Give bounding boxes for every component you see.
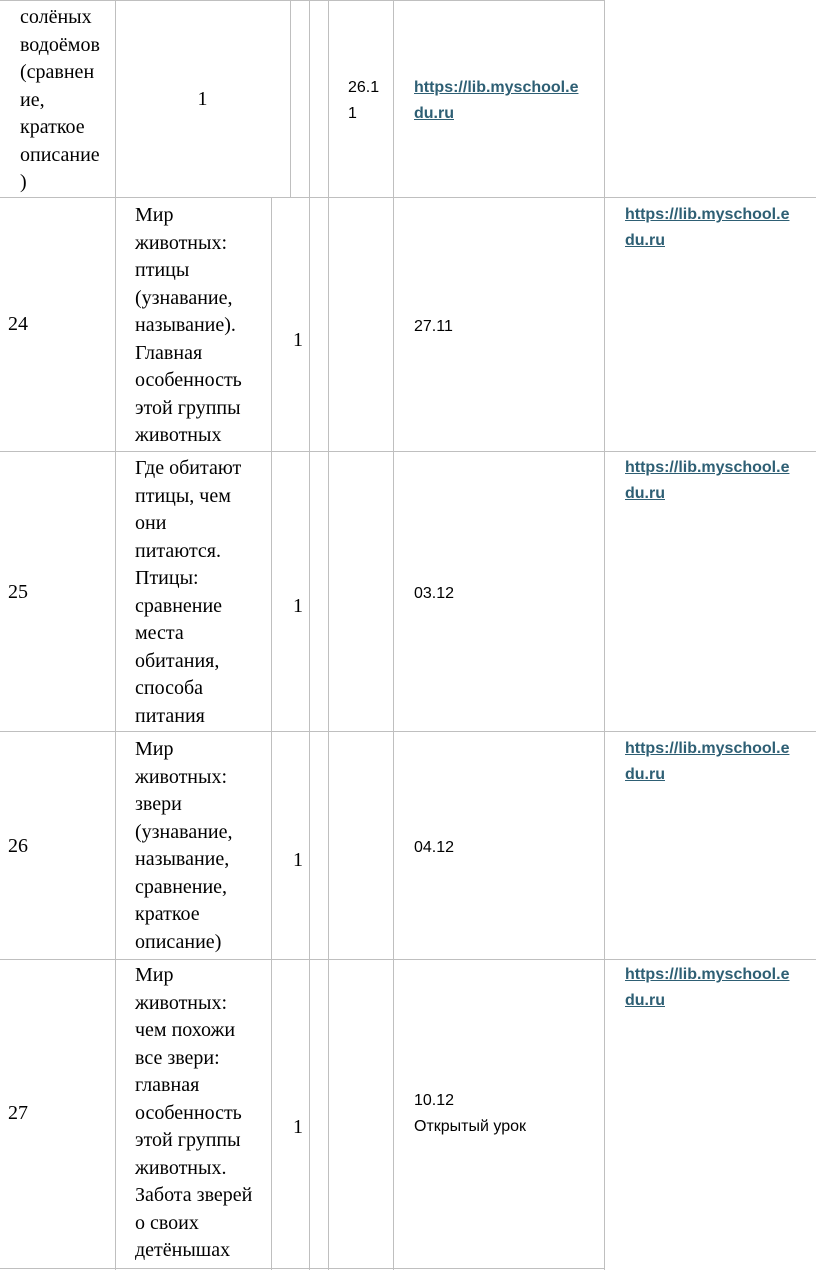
lesson-hours: 1 xyxy=(293,595,303,617)
column-divider xyxy=(309,197,310,1270)
lesson-date: 10.12 xyxy=(414,1092,455,1109)
row-divider xyxy=(0,959,816,960)
lesson-topic: Мир животных: чем похожи все звери: главная особенность этой группы животных. Забота зверей о своих детёнышах xyxy=(135,964,253,1261)
column-divider xyxy=(604,197,605,1270)
lesson-hours: 1 xyxy=(197,88,208,110)
column-divider xyxy=(393,197,394,1270)
lesson-number: 25 xyxy=(8,581,28,603)
lesson-topic: Где обитают птицы, чем они питаются. Птицы: сравнение места обитания, способа питания xyxy=(135,457,242,727)
lesson-note: Открытый урок xyxy=(414,1118,526,1135)
resource-link[interactable]: https://lib.myschool.e du.ru xyxy=(625,459,790,502)
resource-link[interactable]: https://lib.myschool.e du.ru xyxy=(625,740,790,783)
column-divider xyxy=(393,0,394,197)
lesson-number: 27 xyxy=(8,1102,28,1124)
column-divider xyxy=(328,197,329,1270)
resource-link[interactable]: https://lib.myschool.e du.ru xyxy=(625,206,790,249)
lesson-date: 27.11 xyxy=(414,318,453,335)
lesson-date: 03.12 xyxy=(414,585,455,602)
row-divider xyxy=(0,1268,605,1269)
column-divider xyxy=(271,197,272,1270)
column-divider xyxy=(309,0,310,197)
lesson-number: 24 xyxy=(8,313,28,335)
lesson-hours: 1 xyxy=(293,1116,303,1138)
resource-link[interactable]: https://lib.myschool.e du.ru xyxy=(414,79,579,122)
lesson-number: 26 xyxy=(8,835,28,857)
lesson-topic: Мир животных: звери (узнавание, называние, сравнение, краткое описание) xyxy=(135,738,233,953)
resource-link[interactable]: https://lib.myschool.e du.ru xyxy=(625,966,790,1009)
column-divider xyxy=(115,197,116,1270)
row-divider xyxy=(0,731,816,732)
lesson-hours: 1 xyxy=(293,329,303,351)
row-divider xyxy=(0,197,816,198)
row-divider xyxy=(0,451,816,452)
column-divider xyxy=(604,0,605,197)
lesson-hours: 1 xyxy=(293,849,303,871)
lesson-date: 04.12 xyxy=(414,839,455,856)
row-divider xyxy=(0,0,605,1)
column-divider xyxy=(328,0,329,197)
lesson-topic: Мир животных: птицы (узнавание, называние). Главная особенность этой группы животных xyxy=(135,204,242,446)
lesson-date: 26.1 1 xyxy=(348,79,380,122)
column-divider xyxy=(290,0,291,197)
lesson-topic: солёных водоёмов (сравнен ие, краткое описание ) xyxy=(20,6,100,193)
